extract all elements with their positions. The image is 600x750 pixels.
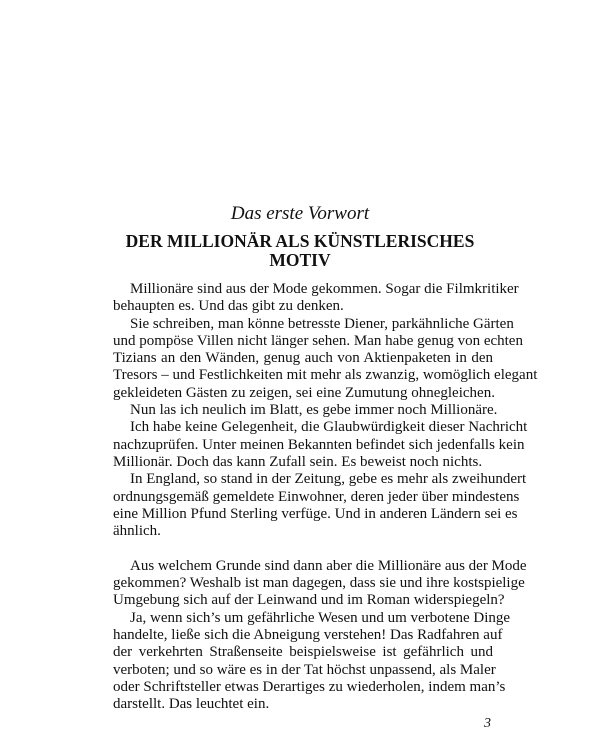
paragraph	[113, 557, 527, 610]
page-number: 3	[484, 716, 491, 731]
text-line: oder Schriftsteller etwas Derartiges zu wiederholen, indem man’s	[113, 678, 506, 695]
text-line: Ja, wenn sich’s um gefährliche Wesen und um verbotene Dinge	[130, 609, 511, 626]
text-line: gekleideten Gästen zu zeigen, sei eine Zumutung ohnegleichen.	[113, 384, 495, 401]
paragraph	[113, 315, 538, 402]
text-line: verboten; und so wäre es in der Tat höchst unpassend, als Maler	[113, 661, 496, 678]
text-line: Nun las ich neulich im Blatt, es gebe immer noch Millionäre.	[130, 402, 498, 419]
text-line: behaupten es. Und das gibt zu denken.	[113, 298, 344, 315]
text-line: Ich habe keine Gelegenheit, die Glaubwürdigkeit dieser Nachricht	[130, 419, 528, 436]
text-line: ordnungsgemäß gemeldete Einwohner, deren jeder über mindestens	[113, 488, 520, 505]
text-line: Umgebung sich auf der Leinwand und im Roman widerspiegeln?	[113, 592, 505, 609]
text-line: In England, so stand in der Zeitung, gebe es mehr als zweihundert	[130, 471, 527, 488]
chapter-heading	[100, 232, 500, 270]
chapter-subtitle: Das erste Vorwort	[230, 203, 370, 224]
paragraph	[113, 609, 511, 714]
text-line: Millionär. Doch das kann Zufall sein. Es beweist noch nichts.	[113, 453, 483, 470]
text-line: darstellt. Das leuchtet ein.	[113, 696, 270, 713]
text-line: Millionäre sind aus der Mode gekommen. Sogar die Filmkritiker	[130, 281, 519, 297]
text-line: ähnlich.	[113, 523, 161, 540]
paragraph	[113, 471, 527, 540]
text-line: Aus welchem Grunde sind dann aber die Millionäre aus der Mode	[130, 557, 527, 574]
text-line: der verkehrten Straßenseite beispielsweise ist gefährlich und	[113, 644, 493, 661]
text-line: gekommen? Weshalb ist man dagegen, dass sie und ihre kostspielige	[113, 575, 525, 592]
text-line: Sie schreiben, man könne betresste Diener, parkähnliche Gärten	[130, 315, 514, 332]
body-text	[113, 281, 538, 713]
text-line: handelte, ließe sich die Abneigung verstehen! Das Radfahren auf	[113, 626, 503, 643]
heading-line: DER MILLIONÄR ALS KÜNSTLERISCHES	[125, 231, 475, 251]
text-line: eine Million Pfund Sterling verfüge. Und in anderen Ländern sei es	[113, 505, 518, 522]
text-line: Tresors – und Festlichkeiten mit mehr als zwanzig, womöglich elegant	[113, 367, 538, 384]
text-line: Tizians an den Wänden, genug auch von Aktienpaketen in den	[113, 350, 493, 367]
heading-line: MOTIV	[269, 250, 331, 270]
paragraph	[113, 419, 528, 471]
text-line: und pompöse Villen nicht länger sehen. Man habe genug von echten	[113, 332, 523, 349]
text-line: nachzuprüfen. Unter meinen Bekannten befindet sich jedenfalls kein	[113, 436, 525, 453]
paragraph	[113, 281, 519, 316]
paragraph	[113, 402, 498, 419]
